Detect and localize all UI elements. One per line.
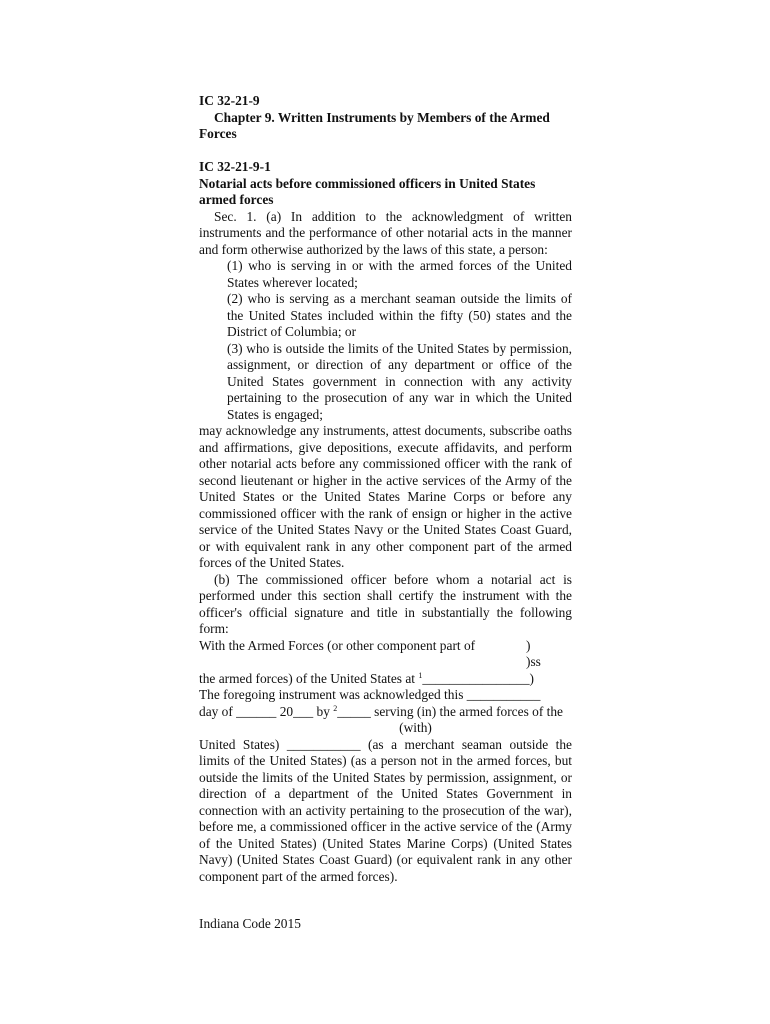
section-heading: Notarial acts before commissioned officers in United States armed forces bbox=[199, 175, 536, 207]
form-line-4: The foregoing instrument was acknowledged this ___________ bbox=[199, 687, 541, 702]
form-line-1-paren: ) bbox=[526, 637, 531, 653]
form-line-5 bbox=[199, 704, 572, 721]
chapter-code: IC 32-21-9 bbox=[199, 93, 260, 108]
form-line-3 bbox=[199, 671, 572, 688]
form-line-2 bbox=[199, 654, 572, 671]
form-line-3-blank: ________________) bbox=[422, 670, 534, 686]
page-footer: Indiana Code 2015 bbox=[199, 916, 301, 931]
form-line-1 bbox=[199, 638, 572, 655]
form-line-5-left bbox=[199, 704, 563, 721]
section-code: IC 32-21-9-1 bbox=[199, 159, 271, 174]
section-intro: Sec. 1. (a) In addition to the acknowledgment of written instruments and the performance of other notarial acts in the manner and form otherwise authorized by the laws of this state, a person: bbox=[199, 208, 572, 257]
list-item-2: (2) who is serving as a merchant seaman outside the limits of the United States included within the fifty (50) states and the District of Columbia; or bbox=[227, 291, 572, 339]
footnote-ref-1: 1 bbox=[418, 670, 423, 680]
form-with: (with) bbox=[399, 720, 432, 735]
chapter-title: Chapter 9. Written Instruments by Members of the Armed Forces bbox=[199, 109, 550, 141]
form-tail: United States) ___________ (as a merchant seaman outside the limits of the United States) (as a person not in the armed forces, but outside the limits of the United States by permission, assignment, or direction of a department of the United States Government in connection with an activity pertaining to the prosecution of the war), before me, a commissioned officer in the active service of the (Army of the United States) (United States Marine Corps) (United States Navy) (United States Coast Guard) (or equivalent rank in any other component part of the armed forces). bbox=[199, 736, 572, 884]
form-line-5-text: day of ______ 20___ by bbox=[199, 703, 330, 719]
form-ss-mark: )ss bbox=[526, 654, 541, 669]
section-body: may acknowledge any instruments, attest documents, subscribe oaths and affirmations, give depositions, execute affidavits, and perform other notarial acts before any commissioned officer with the rank of second lieutenant or higher in the active services of the Army of the United States or the United States Marine Corps or before any commissioned officer with the rank of ensign or higher in the active service of the United States Navy or the United States Coast Guard, or with equivalent rank in any other component part of the armed forces of the United States. bbox=[199, 423, 572, 570]
form-line-1-text: With the Armed Forces (or other component part of bbox=[199, 637, 476, 653]
spacer bbox=[199, 143, 572, 160]
footnote-ref-2: 2 bbox=[333, 703, 338, 713]
text-column bbox=[199, 93, 572, 885]
list-item-3: (3) who is outside the limits of the United States by permission, assignment, or direction of any department or office of the United States government in connection with any activity pertaining to the prosecution of any war in which the United States is engaged; bbox=[227, 340, 572, 422]
form-line-3-text: the armed forces) of the United States at bbox=[199, 670, 416, 686]
form-line-5-cont: _____ serving (in) the armed forces of the bbox=[337, 703, 563, 719]
list-item-1: (1) who is serving in or with the armed forces of the United States wherever located; bbox=[227, 258, 572, 290]
paragraph-b: (b) The commissioned officer before whom a notarial act is performed under this section shall certify the instrument with the officer's official signature and title in substantially the following form: bbox=[199, 571, 572, 636]
